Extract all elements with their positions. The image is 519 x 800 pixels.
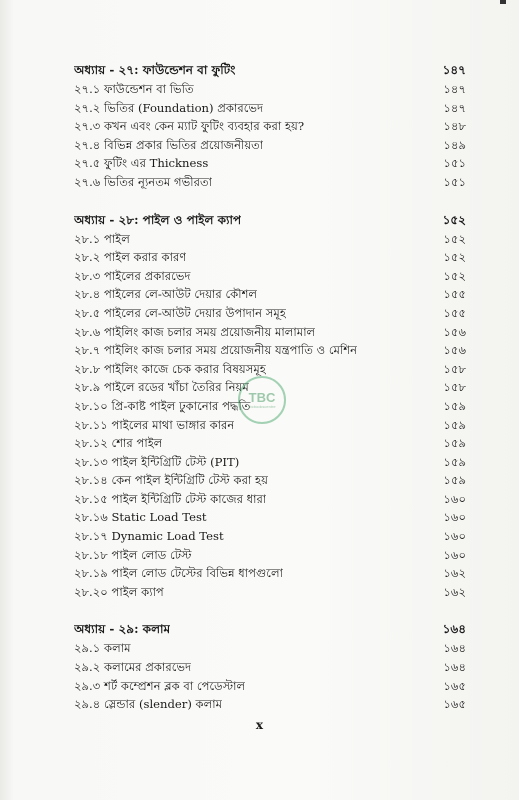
entry-title: ২৮.১০ প্রি-কাষ্ট পাইল ঢুকানোর পদ্ধতি [74, 398, 251, 413]
entry-page: ১৪৮ [443, 119, 466, 134]
toc-entry[interactable] [74, 248, 466, 267]
entry-page: ১৬৫ [443, 697, 466, 712]
page-number: x [255, 718, 264, 732]
entry-title: ২৭.২ ভিতির (Foundation) প্রকারভেদ [74, 100, 264, 115]
chapter-29 [74, 619, 466, 713]
toc-entry[interactable] [74, 341, 466, 360]
entry-title: ২৮.১৫ পাইল ইন্টিগ্রিটি টেস্ট কাজের ধারা [74, 491, 267, 506]
entry-page: ১৫৯ [443, 436, 466, 451]
toc-entry[interactable] [74, 285, 466, 304]
toc-entry[interactable] [74, 304, 466, 323]
entry-title: ২৮.৮ পাইলিং কাজে চেক করার বিষয়সমূহ [74, 361, 266, 376]
chapter-heading[interactable] [74, 210, 466, 230]
chapter-page: ১৫২ [442, 212, 466, 227]
entry-page: ১৫১ [443, 174, 466, 189]
entry-title: ২৮.১২ শোর পাইল [74, 436, 163, 451]
entry-title: ২৯.৪ স্লেন্ডার (slender) কলাম [74, 697, 223, 712]
toc-entry[interactable] [74, 546, 466, 565]
toc-entry[interactable] [74, 360, 466, 379]
toc-entry[interactable] [74, 658, 466, 677]
toc-entry[interactable] [74, 267, 466, 286]
entry-title: ২৯.২ কলামের প্রকারভেদ [74, 660, 192, 675]
toc-entry[interactable] [74, 453, 466, 472]
entry-page: ১৫৫ [443, 305, 466, 320]
toc-entry[interactable] [74, 173, 466, 192]
entry-title: ২৭.১ ফাউন্ডেশন বা ভিতি [74, 82, 194, 96]
chapter-title: অধ্যায় - ২৮: পাইল ও পাইল ক্যাপ [74, 212, 242, 227]
toc-entry[interactable] [74, 695, 466, 714]
entry-title: ২৭.৬ ভিতির ন্যূনতম গভীরতা [74, 174, 213, 189]
chapter-title: অধ্যায় - ২৭: ফাউন্ডেশন বা ফুটিং [74, 63, 236, 77]
entry-title: ২৭.৫ ফুটিং এর Thickness [74, 156, 209, 171]
entry-page: ১৫১ [443, 156, 466, 171]
chapter-page: ১৬৪ [442, 622, 466, 637]
entry-page: ১৫২ [443, 250, 466, 265]
entry-title: ২৮.৩ পাইলের প্রকারভেদ [74, 268, 191, 283]
toc-entry[interactable] [74, 508, 466, 527]
entry-page: ১৫৮ [443, 361, 466, 376]
tbc-watermark-logo [238, 376, 286, 424]
entry-page: ১৫২ [443, 268, 466, 283]
entry-page: ১৪৭ [443, 100, 466, 115]
entry-title: ২৭.৪ বিভিন্ন প্রকার ভিতির প্রয়োজনীয়তা [74, 137, 264, 152]
entry-page: ১৫৯ [443, 454, 466, 469]
page-corner-mark [500, 0, 506, 4]
entry-page: ১৪৯ [443, 137, 466, 152]
toc-entry[interactable] [74, 564, 466, 583]
toc-entry[interactable] [74, 677, 466, 696]
entry-title: ২৮.২ পাইল করার কারণ [74, 250, 187, 265]
entry-page: ১৫৮ [443, 380, 466, 395]
entry-page: ১৫৯ [443, 398, 466, 413]
entry-title: ২৮.৫ পাইলের লে-আউট দেয়ার উপাদান সমূহ [74, 305, 286, 320]
entry-page: ১৬০ [443, 529, 466, 544]
chapter-title: অধ্যায় - ২৯: কলাম [74, 622, 171, 637]
chapter-heading[interactable] [74, 60, 466, 80]
entry-title: ২৭.৩ কখন এবং কেন ম্যাট ফুটিং ব্যবহার করা হয়? [74, 119, 305, 134]
chapter-heading[interactable] [74, 619, 466, 639]
entry-title: ২৯.১ কলাম [74, 641, 131, 656]
entry-page: ১৪৭ [443, 82, 466, 96]
entry-title: ২৮.৪ পাইলের লে-আউট দেয়ার কৌশল [74, 287, 258, 302]
entry-page: ১৫৯ [443, 473, 466, 488]
toc-entry[interactable] [74, 471, 466, 490]
entry-page: ১৬৫ [443, 678, 466, 693]
toc-entry[interactable] [74, 583, 466, 602]
watermark-sub: tbcbookscentre [248, 404, 276, 409]
toc-entry[interactable] [74, 99, 466, 118]
entry-page: ১৬০ [443, 510, 466, 525]
toc-entry[interactable] [74, 323, 466, 342]
entry-page: ১৬২ [443, 566, 466, 581]
entry-title: ২৮.১৭ Dynamic Load Test [74, 529, 224, 544]
entry-title: ২৮.১৯ পাইল লোড টেস্টের বিভিন্ন ধাপগুলো [74, 566, 283, 581]
entry-page: ১৫৫ [443, 287, 466, 302]
entry-page: ১৬০ [443, 547, 466, 562]
chapter-page: ১৪৭ [442, 63, 466, 77]
entry-title: ২৮.২০ পাইল ক্যাপ [74, 584, 164, 599]
entry-page: ১৫৯ [443, 417, 466, 432]
toc-entry[interactable] [74, 639, 466, 658]
toc-entry[interactable] [74, 117, 466, 136]
entry-title: ২৮.৯ পাইলে রডের খাঁচা তৈরির নিয়ম [74, 380, 249, 395]
entry-title: ২৮.১১ পাইলের মাথা ভাঙ্গার কারন [74, 417, 235, 432]
entry-page: ১৫২ [443, 231, 466, 246]
toc-entry[interactable] [74, 136, 466, 155]
toc-entry[interactable] [74, 434, 466, 453]
toc-entry[interactable] [74, 490, 466, 509]
entry-page: ১৬৪ [443, 660, 466, 675]
entry-title: ২৯.৩ শর্ট কম্প্রেশন ব্লক বা পেডেস্টাল [74, 678, 246, 693]
entry-title: ২৮.৭ পাইলিং কাজ চলার সময় প্রয়োজনীয় যন্ত্রপাতি ও মেশিন [74, 343, 358, 358]
toc-entry[interactable] [74, 527, 466, 546]
watermark-main: TBC [248, 390, 276, 405]
entry-page: ১৫৬ [443, 324, 466, 339]
entry-page: ১৫৬ [443, 343, 466, 358]
entry-title: ২৮.১৩ পাইল ইন্টিগ্রিটি টেস্ট (PIT) [74, 454, 240, 469]
entry-title: ২৮.১৬ Static Load Test [74, 510, 207, 525]
toc-entry[interactable] [74, 230, 466, 249]
entry-title: ২৮.১৪ কেন পাইল ইন্টিগ্রিটি টেস্ট করা হয় [74, 473, 268, 488]
entry-title: ২৮.১৮ পাইল লোড টেস্ট [74, 547, 192, 562]
toc-entry[interactable] [74, 80, 466, 99]
entry-title: ২৮.৬ পাইলিং কাজ চলার সময় প্রয়োজনীয় মালামাল [74, 324, 316, 339]
entry-page: ১৬২ [443, 584, 466, 599]
entry-page: ১৬০ [443, 491, 466, 506]
toc-entry[interactable] [74, 154, 466, 173]
entry-title: ২৮.১ পাইল [74, 231, 130, 246]
entry-page: ১৬৪ [443, 641, 466, 656]
chapter-27 [74, 60, 466, 192]
